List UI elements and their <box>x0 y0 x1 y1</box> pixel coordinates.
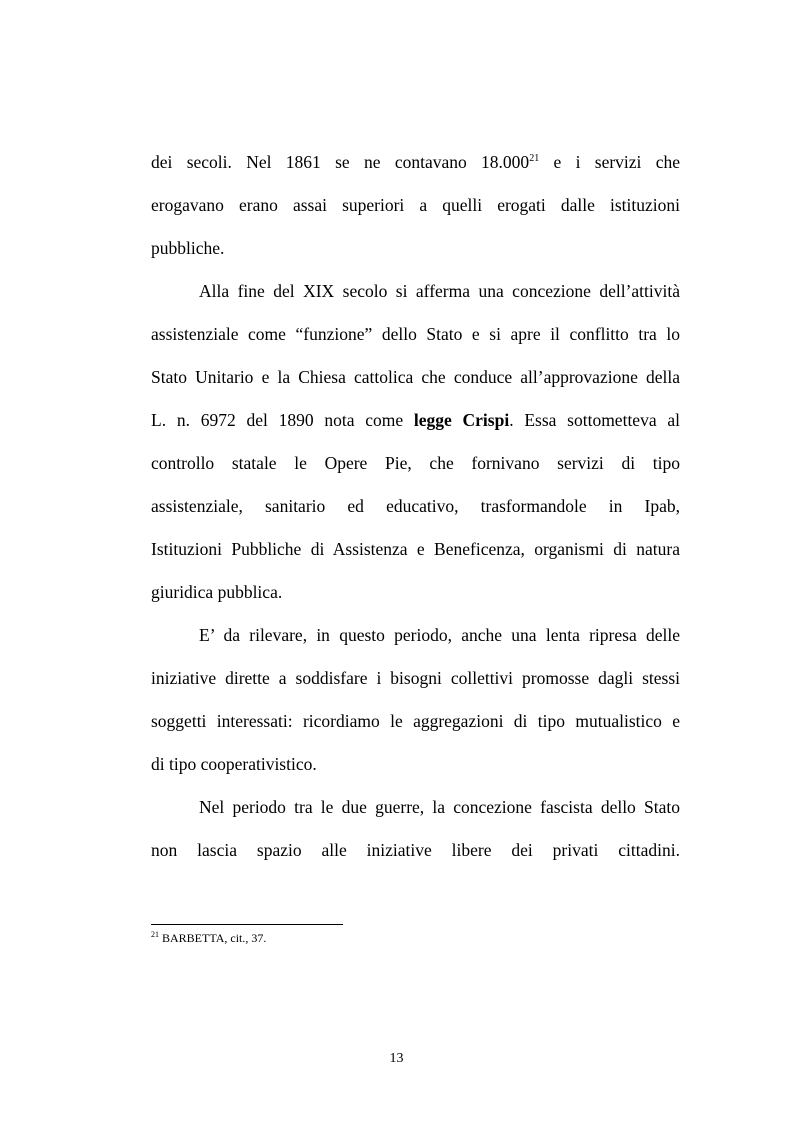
paragraph-3-line-3: soggetti interessati: ricordiamo le aggregazioni di tipo mutualistico e <box>151 711 680 731</box>
paragraph-2-line-5: controllo statale le Opere Pie, che fornivano servizi di tipo <box>151 453 680 473</box>
footnote-separator <box>151 924 343 925</box>
paragraph-2-line-6: assistenziale, sanitario ed educativo, trasformandole in Ipab, <box>151 496 680 516</box>
footnote-number: 21 <box>151 930 159 939</box>
paragraph-3-line-2: iniziative dirette a soddisfare i bisogni collettivi promosse dagli stessi <box>151 668 680 688</box>
text-run: e i servizi che <box>539 152 681 172</box>
paragraph-2-line-2: assistenziale come “funzione” dello Stato e si apre il conflitto tra lo <box>151 324 680 344</box>
paragraph-1-line-2: erogavano erano assai superiori a quelli erogati dalle istituzioni <box>151 195 680 215</box>
paragraph-2-line-1: Alla fine del XIX secolo si afferma una concezione dell’attività <box>199 281 680 301</box>
paragraph-2-line-4 <box>151 409 680 431</box>
paragraph-4-line-2: non lascia spazio alle iniziative libere dei privati cittadini. <box>151 840 680 860</box>
paragraph-3-line-4: di tipo cooperativistico. <box>151 754 317 774</box>
page-number: 13 <box>389 1051 404 1066</box>
paragraph-1-line-1 <box>151 151 680 173</box>
bold-term: legge Crispi <box>413 410 510 430</box>
paragraph-2-line-8: giuridica pubblica. <box>151 582 283 602</box>
paragraph-4-line-1: Nel periodo tra le due guerre, la concezione fascista dello Stato <box>199 797 680 817</box>
footnote-ref-21: 21 <box>529 153 540 165</box>
paragraph-3-line-1: E’ da rilevare, in questo periodo, anche una lenta ripresa delle <box>199 625 680 645</box>
text-run: dei secoli. Nel 1861 se ne contavano 18.000 <box>151 152 530 172</box>
text-run: L. n. 6972 del 1890 nota come <box>151 410 414 430</box>
paragraph-2-line-3: Stato Unitario e la Chiesa cattolica che conduce all’approvazione della <box>151 367 680 387</box>
footnote-text: BARBETTA, cit., 37. <box>159 931 267 945</box>
text-run: . Essa sottometteva al <box>509 410 680 430</box>
paragraph-1-line-3: pubbliche. <box>151 238 225 258</box>
paragraph-2-line-7: Istituzioni Pubbliche di Assistenza e Beneficenza, organismi di natura <box>151 539 680 559</box>
footnote-21 <box>151 930 266 946</box>
